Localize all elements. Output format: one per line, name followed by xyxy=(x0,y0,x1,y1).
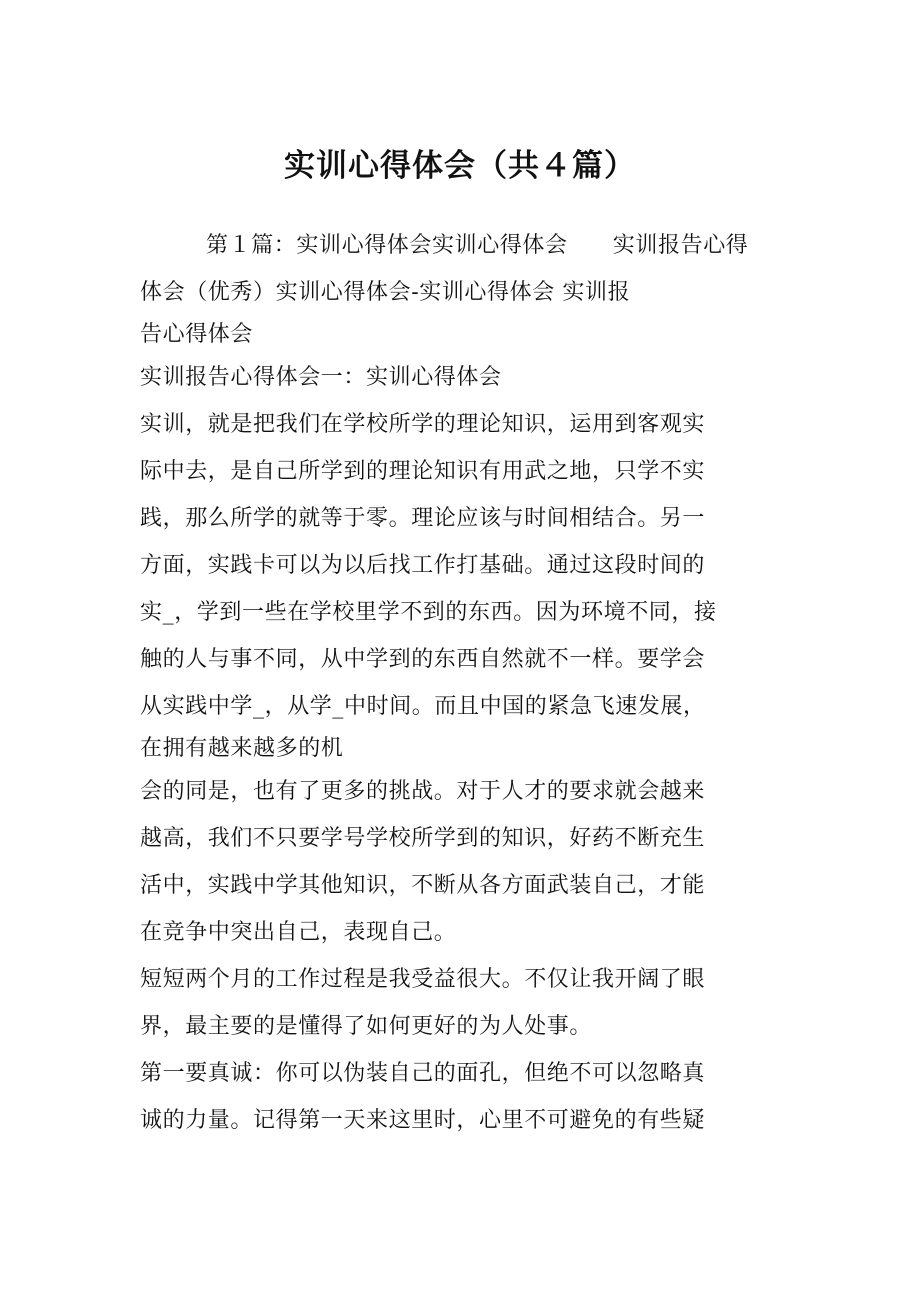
paragraph-line: 第一要真诚：你可以伪装自己的面孔，但绝不可以忽略真 xyxy=(140,1061,706,1086)
paragraph-line: 触的人与事不同，从中学到的东西自然就不一样。要学会 xyxy=(140,647,706,672)
paragraph-line: 实_，学到一些在学校里学不到的东西。因为环境不同，接 xyxy=(140,600,717,625)
paragraph-line: 越高，我们不只要学号学校所学到的知识，好药不断充生 xyxy=(140,826,706,851)
paragraph-line: 体会（优秀）实训心得体会-实训心得体会 实训报 xyxy=(140,280,631,305)
document-title: 实训心得体会（共４篇） xyxy=(284,148,636,184)
paragraph-line: 在竞争中突出自己，表现自己。 xyxy=(140,920,457,945)
paragraph-line: 践，那么所学的就等于零。理论应该与时间相结合。另一 xyxy=(140,506,706,531)
paragraph-line: 诚的力量。记得第一天来这里时，心里不可避免的有些疑 xyxy=(140,1108,706,1133)
paragraph-line: 第１篇：实训心得体会实训心得体会 实训报告心得 xyxy=(206,233,749,258)
paragraph-line: 方面，实践卡可以为以后找工作打基础。通过这段时间的 xyxy=(140,553,706,578)
paragraph-line: 短短两个月的工作过程是我受益很大。不仅让我开阔了眼 xyxy=(140,967,706,992)
document-body xyxy=(140,222,790,1144)
paragraph-line: 活中，实践中学其他知识，不断从各方面武装自己，才能 xyxy=(140,873,706,898)
paragraph-line: 实训报告心得体会一：实训心得体会 xyxy=(140,365,502,390)
paragraph-line: 在拥有越来越多的机 xyxy=(140,736,344,761)
paragraph-line: 界，最主要的是懂得了如何更好的为人处事。 xyxy=(140,1014,593,1039)
paragraph-line: 告心得体会 xyxy=(140,322,254,347)
paragraph-line: 实训，就是把我们在学校所学的理论知识，运用到客观实 xyxy=(140,412,706,437)
paragraph-line: 会的同是，也有了更多的挑战。对于人才的要求就会越来 xyxy=(140,779,706,804)
paragraph-line: 从实践中学_，从学_中时间。而且中国的紧急飞速发展， xyxy=(140,694,706,719)
paragraph-line: 际中去，是自己所学到的理论知识有用武之地，只学不实 xyxy=(140,459,706,484)
